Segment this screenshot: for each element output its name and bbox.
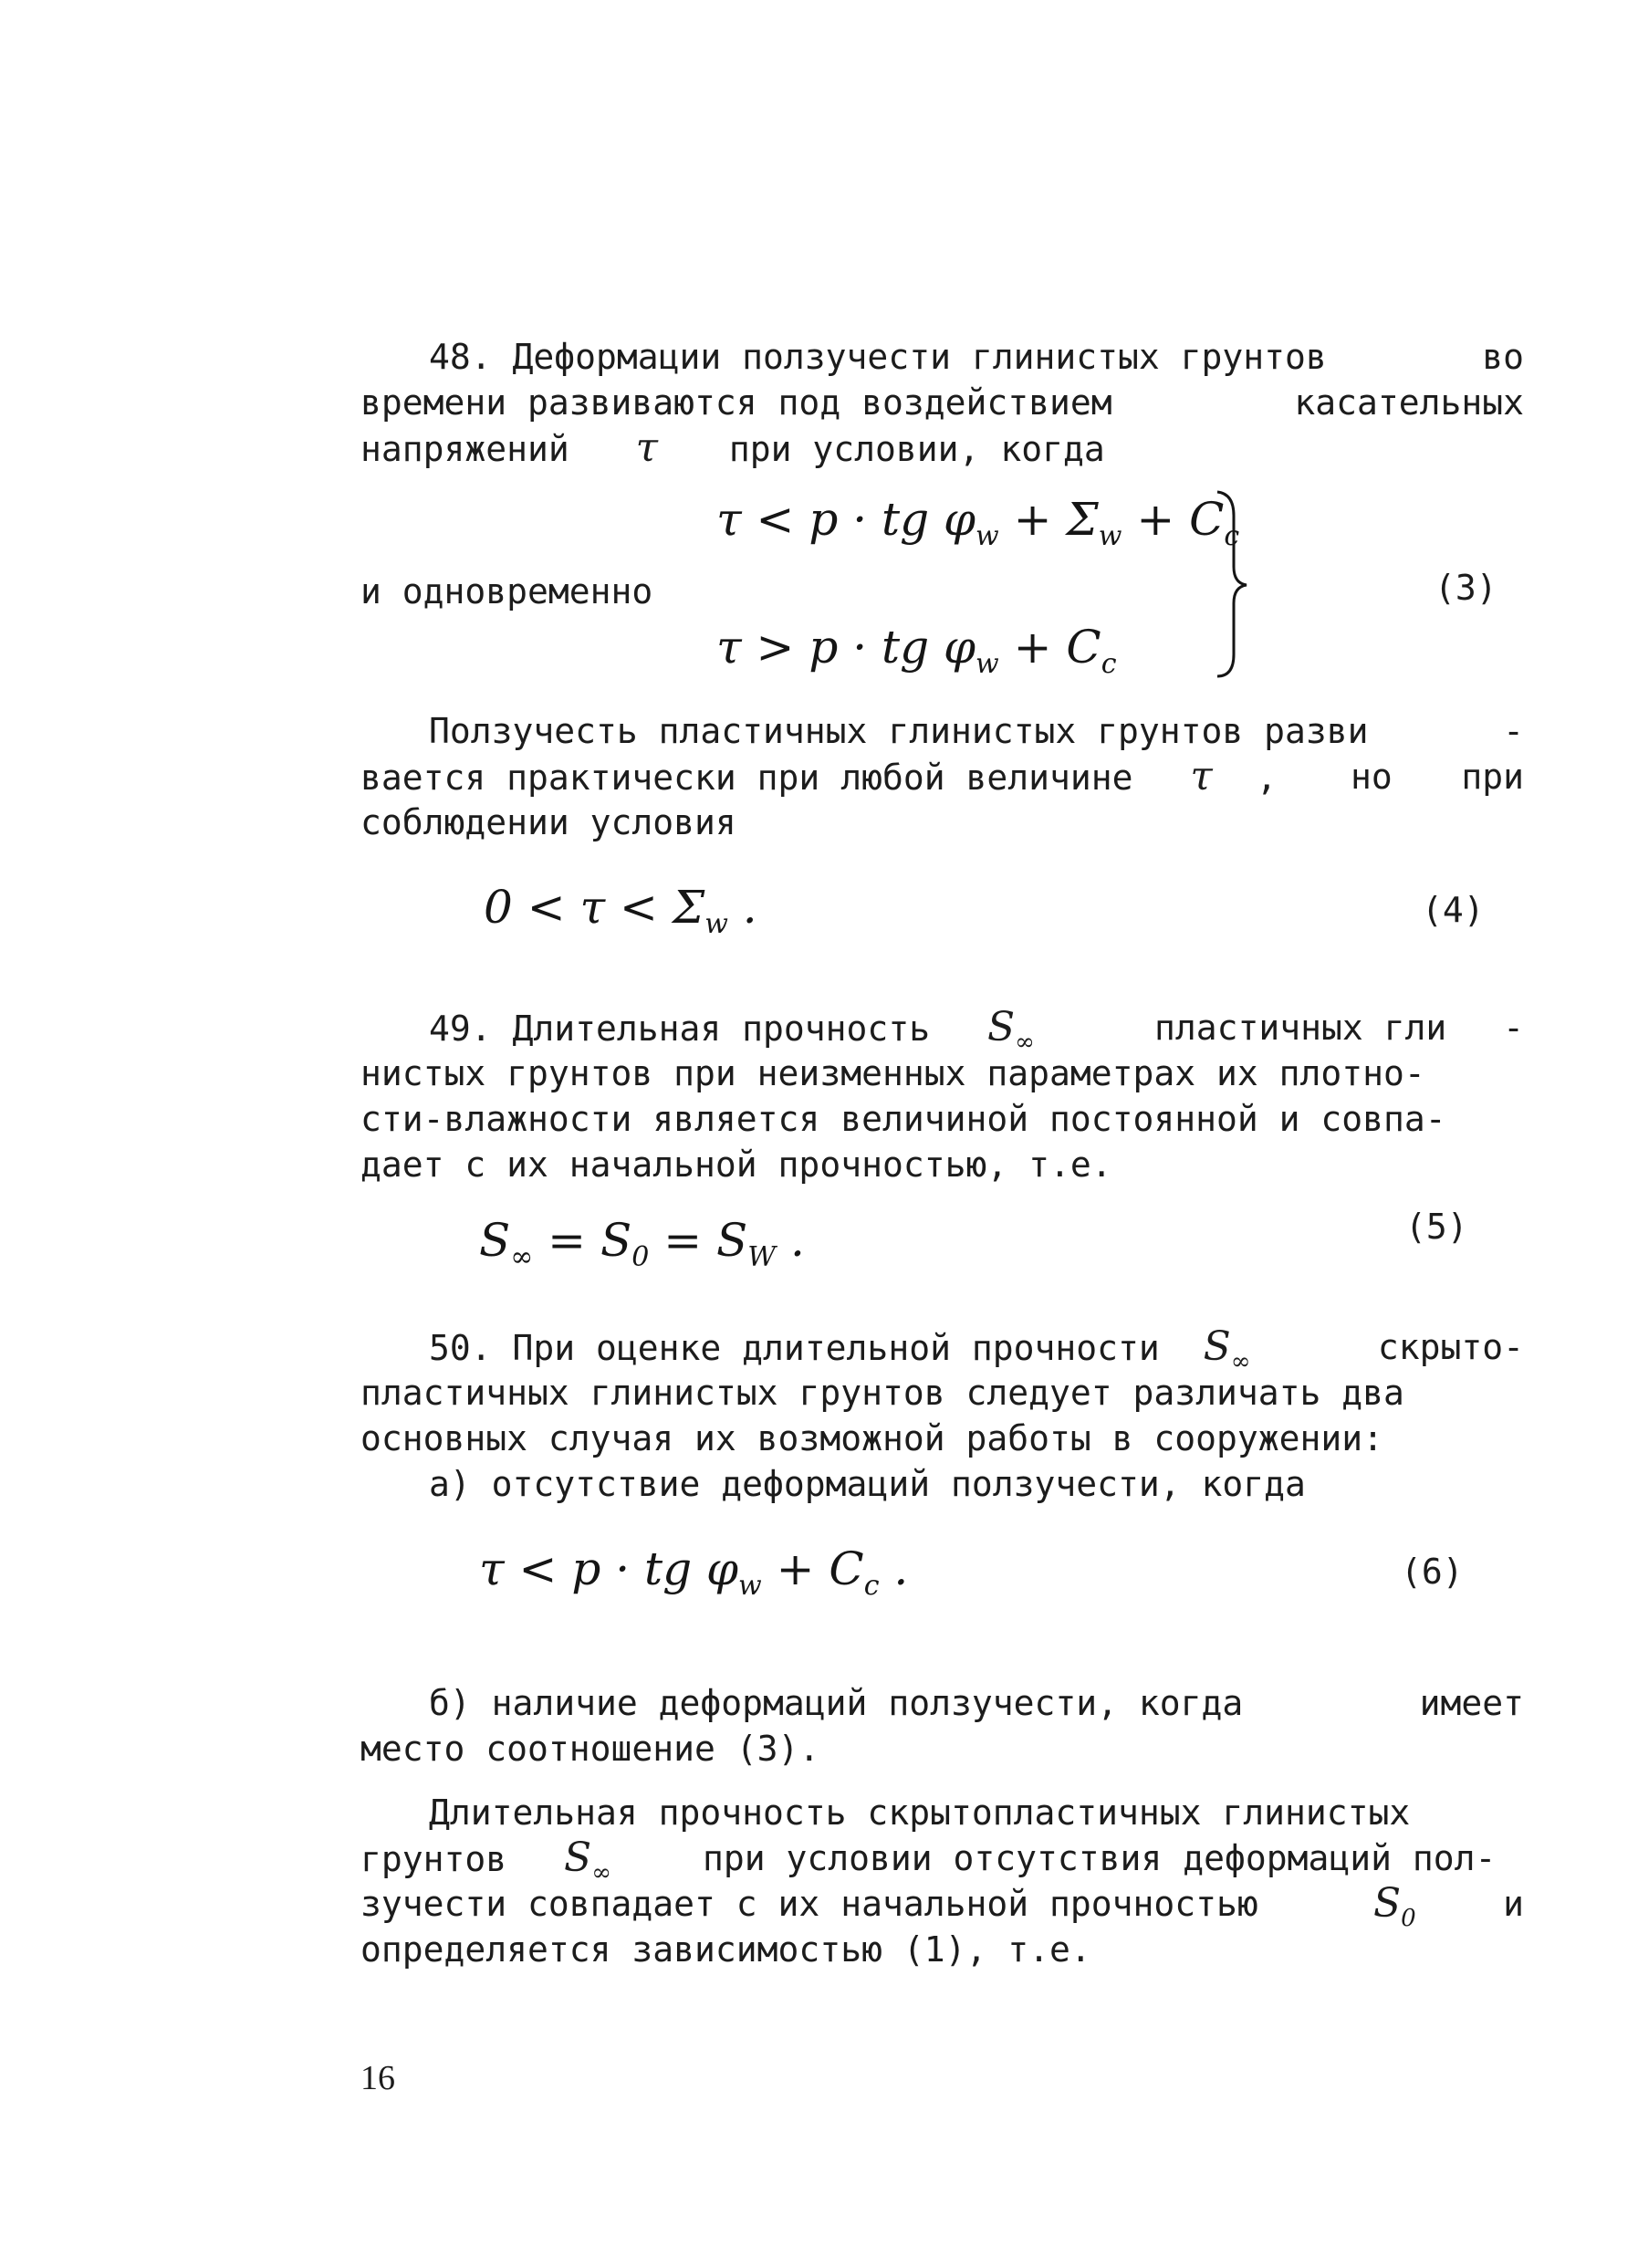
tau-symbol: τ	[1190, 753, 1213, 800]
last-line1: Длительная прочность скрытопластичных глинистых	[429, 1792, 1411, 1833]
para49-line1: 49. Длительная прочность $S_\infty$ пластичных гли -	[429, 1004, 1524, 1056]
para48-line2: времени развиваются под воздействием касательных	[360, 382, 1524, 423]
plastic-line2: вается практически при любой величине τ , но при	[360, 753, 1524, 800]
eq3-number: (3)	[1435, 568, 1497, 608]
last-line4: определяется зависимостью (1), т.е.	[360, 1929, 1091, 1970]
para48-line1: 48. Деформации ползучести глинистых грунтов во	[429, 337, 1524, 377]
para49-line2: нистых грунтов при неизменных параметрах их плотно-	[360, 1053, 1425, 1093]
last-line2: грунтов $S_\infty$ при условии отсутствия деформаций пол-	[360, 1834, 1497, 1887]
eq6: τ < p · tg $\varphi_w + C_c$ .	[479, 1542, 909, 1602]
s-zero-symbol: $S_0$	[1373, 1880, 1416, 1932]
right-brace	[1214, 488, 1250, 680]
last-line3: зучести совпадает с их начальной прочностью $S_0$ и	[360, 1880, 1524, 1928]
para48-line3: напряжений τ при условии, когда	[360, 424, 1105, 471]
para50-line3: основных случая их возможной работы в сооружении:	[360, 1418, 1384, 1458]
eq3-bottom: τ > p · tg $\varphi_w + C_c$	[716, 621, 1117, 680]
eq3-top: τ < p · tg $\varphi_w + \Sigma_w + C_c$	[716, 493, 1240, 552]
para-b-line1: б) наличие деформаций ползучести, когда имеет	[429, 1683, 1524, 1723]
eq3-left-text: и одновременно	[360, 571, 653, 611]
eq4: $0 < \tau < \Sigma_w$ .	[484, 881, 757, 940]
eq6-number: (6)	[1401, 1552, 1464, 1592]
para49-line4: дает с их начальной прочностью, т.е.	[360, 1144, 1112, 1185]
eq5: $S_\infty = S_0 = S_W$ .	[479, 1214, 805, 1273]
para49-line3: сти-влажности является величиной постоянной и совпа-	[360, 1099, 1446, 1139]
s-infinity-symbol: $S_\infty$	[1203, 1323, 1251, 1375]
s-infinity-symbol: $S_\infty$	[986, 1004, 1035, 1056]
tau-symbol: τ	[635, 424, 659, 471]
eq4-number: (4)	[1422, 890, 1485, 930]
para-b-line2: место соотношение (3).	[360, 1729, 820, 1769]
para50-line2: пластичных глинистых грунтов следует различать два	[360, 1373, 1404, 1413]
plastic-line3: соблюдении условия	[360, 802, 736, 842]
page-number: 16	[360, 2059, 395, 2097]
s-infinity-symbol: $S_\infty$	[564, 1834, 611, 1887]
para50-line4: а) отсутствие деформаций ползучести, когда	[429, 1464, 1306, 1504]
eq5-number: (5)	[1405, 1207, 1468, 1247]
plastic-line1: Ползучесть пластичных глинистых грунтов разви -	[429, 711, 1524, 751]
para50-line1: 50. При оценке длительной прочности $S_\infty$ скрыто-	[429, 1323, 1524, 1375]
